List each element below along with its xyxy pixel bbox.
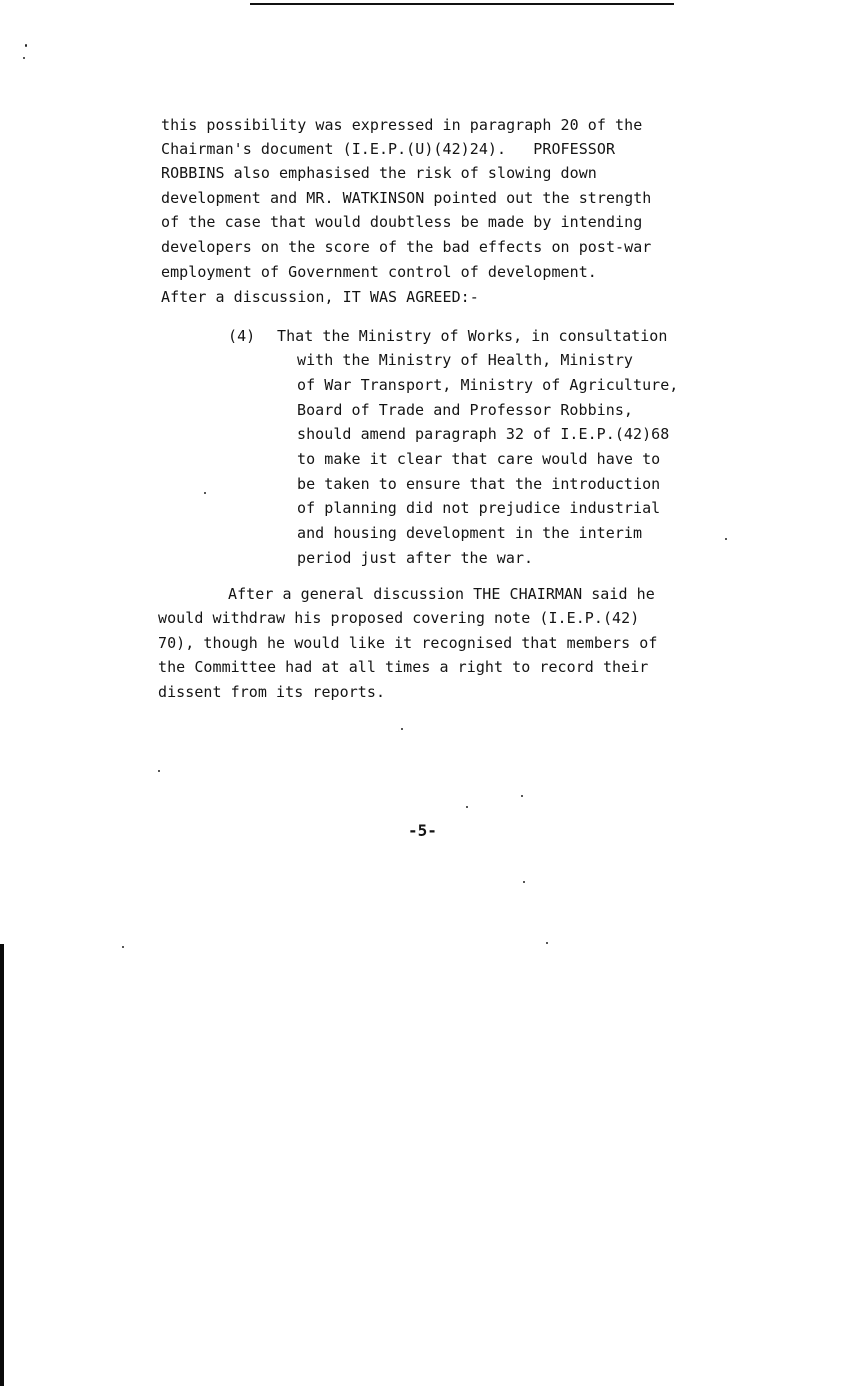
scan-speck xyxy=(466,806,468,808)
text-line: should amend paragraph 32 of I.E.P.(42)68 xyxy=(297,425,670,443)
text-line: and housing development in the interim xyxy=(297,524,643,542)
scan-speck xyxy=(158,770,160,772)
text-line: dissent from its reports. xyxy=(158,683,386,701)
text-line: to make it clear that care would have to xyxy=(297,450,661,468)
text-line: ROBBINS also emphasised the risk of slowing down xyxy=(161,164,597,182)
text-line: After a discussion, IT WAS AGREED:- xyxy=(161,288,479,306)
text-line: employment of Government control of development. xyxy=(161,263,597,281)
scan-speck xyxy=(546,942,548,944)
scan-speck xyxy=(122,946,124,948)
text-line: with the Ministry of Health, Ministry xyxy=(297,351,633,369)
item-number: (4) xyxy=(228,327,256,345)
scan-speck xyxy=(204,492,206,494)
text-line: of War Transport, Ministry of Agriculture, xyxy=(297,376,679,394)
text-line: period just after the war. xyxy=(297,549,534,567)
text-line: Board of Trade and Professor Robbins, xyxy=(297,401,633,419)
scan-speck xyxy=(401,728,403,730)
text-line: development and MR. WATKINSON pointed out the strength xyxy=(161,189,652,207)
scan-speck xyxy=(521,795,523,797)
text-line: be taken to ensure that the introduction xyxy=(297,475,661,493)
scan-edge-bar xyxy=(0,944,4,1386)
scan-speck xyxy=(23,57,25,59)
page-number: -5- xyxy=(408,821,437,840)
text-line: of the case that would doubtless be made by intending xyxy=(161,213,643,231)
text-line: After a general discussion THE CHAIRMAN said he xyxy=(228,585,655,603)
text-line: of planning did not prejudice industrial xyxy=(297,499,661,517)
scan-speck xyxy=(523,881,525,883)
text-line: the Committee had at all times a right to record their xyxy=(158,658,649,676)
text-line: That the Ministry of Works, in consultation xyxy=(277,327,668,345)
top-rule xyxy=(250,3,674,5)
text-line: 70), though he would like it recognised that members of xyxy=(158,634,658,652)
scan-speck xyxy=(725,538,727,540)
text-line: this possibility was expressed in paragraph 20 of the xyxy=(161,116,643,134)
text-line: developers on the score of the bad effects on post-war xyxy=(161,238,652,256)
text-line: would withdraw his proposed covering note (I.E.P.(42) xyxy=(158,609,640,627)
scan-speck xyxy=(25,44,27,47)
text-line: Chairman's document (I.E.P.(U)(42)24). PROFESSOR xyxy=(161,140,616,158)
